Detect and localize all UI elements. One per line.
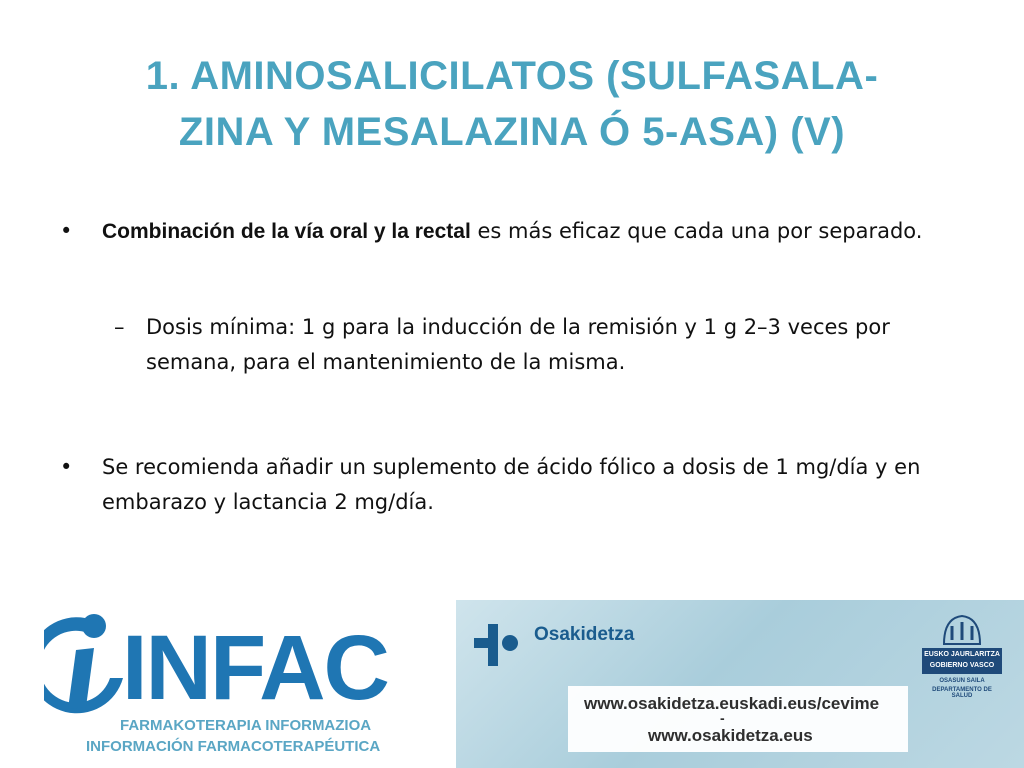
- sub-bullet-marker: –: [114, 315, 125, 339]
- bullet-marker: •: [60, 219, 73, 243]
- infac-i-logo-icon: [44, 612, 126, 722]
- osakidetza-name: Osakidetza: [534, 624, 635, 645]
- basque-government-crest-icon: [940, 614, 984, 646]
- sub-bullet-item: [60, 310, 946, 380]
- gov-line-1: EUSKO JAURLARITZA: [924, 651, 1000, 658]
- url-separator: -: [720, 710, 725, 726]
- gov-department-basque: OSASUN SAILA: [939, 678, 985, 684]
- slide-title: [30, 48, 994, 160]
- title-line-1: 1. AMINOSALICILATOS (SULFASALA-: [145, 54, 879, 98]
- gov-line-2: GOBIERNO VASCO: [929, 662, 995, 669]
- sub-bullet-text: Dosis mínima: 1 g para la inducción de la remisión y 1 g 2–3 veces por semana, para el mantenimiento de la misma.: [146, 315, 890, 374]
- bullet-marker: •: [60, 455, 73, 479]
- bullet-item: [60, 450, 962, 520]
- bullet-text: [102, 214, 962, 249]
- osakidetza-url: www.osakidetza.eus: [648, 726, 813, 745]
- gov-department-spanish: DEPARTAMENTO DE SALUD: [932, 687, 992, 699]
- bullet-bold-text: Combinación de la vía oral y la rectal: [102, 220, 471, 243]
- bullet-text: Se recomienda añadir un suplemento de ácido fólico a dosis de 1 mg/día y en embarazo y lactancia 2 mg/día.: [102, 455, 921, 514]
- cevime-url: www.osakidetza.euskadi.eus/cevime: [584, 694, 880, 713]
- title-line-2: ZINA Y MESALAZINA Ó 5-ASA) (V): [178, 110, 846, 154]
- infac-sub-spanish: INFORMACIÓN FARMACOTERAPÉUTICA: [86, 738, 381, 755]
- osakidetza-logo-icon: [472, 620, 522, 670]
- infac-sub-basque: FARMAKOTERAPIA INFORMAZIOA: [120, 717, 372, 734]
- infac-logo-text: INFAC: [122, 617, 388, 719]
- bullet-item: [60, 214, 962, 249]
- bullet-rest-text: es más eficaz que cada una por separado.: [470, 219, 923, 243]
